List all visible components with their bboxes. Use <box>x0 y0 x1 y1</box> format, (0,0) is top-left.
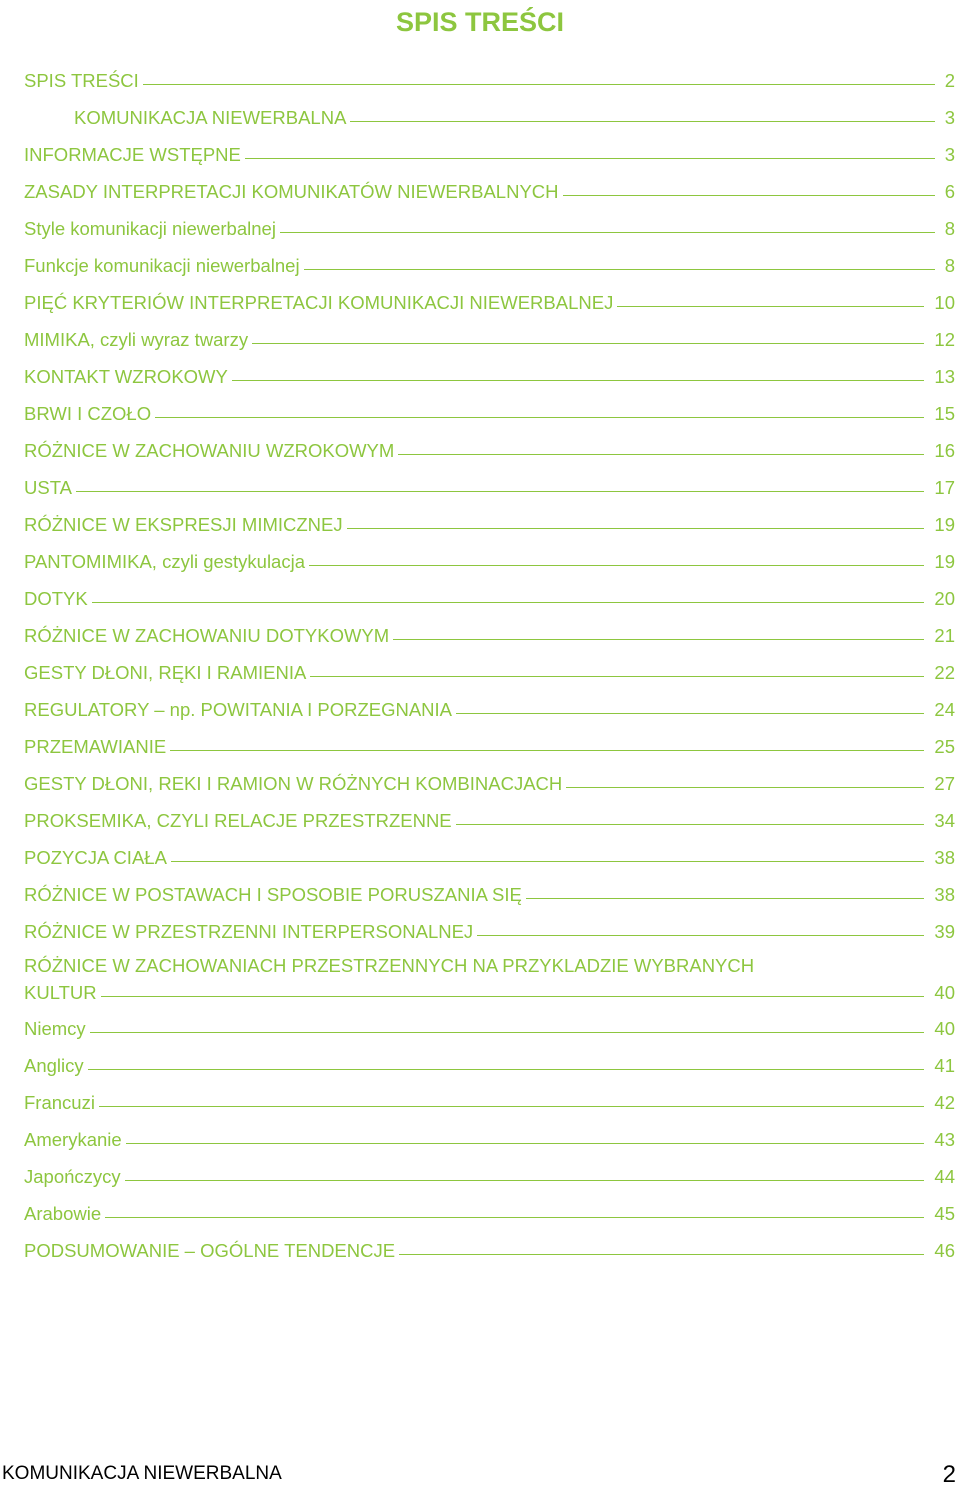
toc-entry-text: KONTAKT WZROKOWY <box>24 366 228 387</box>
toc-leader-line <box>563 195 935 196</box>
toc-entry-page: 16 <box>934 440 955 461</box>
toc-entry-page: 10 <box>934 292 955 313</box>
toc-leader-line <box>456 824 925 825</box>
toc-leader-line <box>398 454 924 455</box>
toc-entry[interactable] <box>24 950 955 1010</box>
toc-entry-page: 19 <box>934 551 955 572</box>
toc-leader-line <box>280 232 935 233</box>
toc-entry-text: RÓŻNICE W PRZESTRZENNI INTERPERSONALNEJ <box>24 921 474 942</box>
toc-entry[interactable] <box>24 284 955 321</box>
toc-leader-line <box>143 84 935 85</box>
toc-entry-page: 40 <box>934 1018 955 1039</box>
toc-entry-text: KULTUR <box>24 982 97 1003</box>
toc-leader-line <box>232 380 925 381</box>
toc-entry-page: 41 <box>934 1055 955 1076</box>
toc-entry-text: GESTY DŁONI, REKI I RAMION W RÓŻNYCH KOMBINACJACH <box>24 773 563 794</box>
toc-entry[interactable] <box>24 247 955 284</box>
table-of-contents <box>24 62 955 1269</box>
toc-leader-line <box>99 1106 924 1107</box>
toc-leader-line <box>76 491 924 492</box>
toc-leader-line <box>126 1143 925 1144</box>
toc-entry[interactable] <box>24 173 955 210</box>
footer-title: KOMUNIKACJA NIEWERBALNA <box>2 1463 282 1484</box>
toc-entry-text: MIMIKA, czyli wyraz twarzy <box>24 329 249 350</box>
toc-entry-page: 27 <box>934 773 955 794</box>
toc-leader-line <box>155 417 924 418</box>
toc-leader-line <box>245 158 935 159</box>
toc-leader-line <box>309 565 924 566</box>
toc-entry[interactable] <box>24 1047 955 1084</box>
toc-entry-text: SPIS TREŚCI <box>24 70 139 91</box>
toc-entry[interactable] <box>24 469 955 506</box>
toc-leader-line <box>90 1032 925 1033</box>
toc-entry-page: 38 <box>934 884 955 905</box>
toc-leader-line <box>101 996 925 997</box>
toc-leader-line <box>617 306 924 307</box>
toc-entry-text: RÓŻNICE W ZACHOWANIU DOTYKOWYM <box>24 625 390 646</box>
toc-entry-text: Niemcy <box>24 1018 86 1039</box>
toc-entry-page: 42 <box>934 1092 955 1113</box>
toc-entry[interactable] <box>24 765 955 802</box>
toc-leader-line <box>105 1217 924 1218</box>
toc-entry[interactable] <box>24 543 955 580</box>
toc-leader-line <box>304 269 935 270</box>
toc-entry-text: Amerykanie <box>24 1129 122 1150</box>
toc-leader-line <box>347 528 925 529</box>
toc-entry-page: 17 <box>934 477 955 498</box>
toc-leader-line <box>125 1180 925 1181</box>
toc-entry-text: PRZEMAWIANIE <box>24 736 167 757</box>
toc-entry[interactable] <box>24 1195 955 1232</box>
toc-entry-text: ZASADY INTERPRETACJI KOMUNIKATÓW NIEWERBALNYCH <box>24 181 559 202</box>
toc-leader-line <box>566 787 924 788</box>
toc-entry-text: Japończycy <box>24 1166 121 1187</box>
toc-entry-page: 24 <box>934 699 955 720</box>
toc-leader-line <box>456 713 924 714</box>
toc-entry[interactable] <box>24 506 955 543</box>
toc-entry[interactable] <box>24 876 955 913</box>
toc-entry[interactable] <box>24 1158 955 1195</box>
toc-leader-line <box>399 1254 924 1255</box>
toc-entry-text: REGULATORY – np. POWITANIA I PORZEGNANIA <box>24 699 453 720</box>
toc-entry[interactable] <box>24 358 955 395</box>
toc-leader-line <box>88 1069 925 1070</box>
toc-entry-text: USTA <box>24 477 72 498</box>
toc-entry-text: PIĘĆ KRYTERIÓW INTERPRETACJI KOMUNIKACJI NIEWERBALNEJ <box>24 292 614 313</box>
toc-leader-line <box>350 121 934 122</box>
toc-leader-line <box>310 676 924 677</box>
toc-entry-text: Francuzi <box>24 1092 95 1113</box>
toc-leader-line <box>526 898 925 899</box>
toc-entry[interactable] <box>24 210 955 247</box>
page-footer <box>0 1459 960 1490</box>
toc-entry[interactable] <box>24 395 955 432</box>
toc-entry-text: Funkcje komunikacji niewerbalnej <box>24 255 300 276</box>
toc-entry-page: 39 <box>934 921 955 942</box>
toc-entry-page: 2 <box>944 70 955 91</box>
toc-entry-text: Arabowie <box>24 1203 102 1224</box>
toc-entry[interactable] <box>24 839 955 876</box>
toc-leader-line <box>171 861 925 862</box>
toc-entry-text: RÓŻNICE W EKSPRESJI MIMICZNEJ <box>24 514 343 535</box>
toc-entry[interactable] <box>24 654 955 691</box>
toc-entry-page: 13 <box>934 366 955 387</box>
toc-entry-text: PROKSEMIKA, CZYLI RELACJE PRZESTRZENNE <box>24 810 452 831</box>
toc-entry-page: 46 <box>934 1240 955 1261</box>
toc-entry-text-line1: RÓŻNICE W ZACHOWANIACH PRZESTRZENNYCH NA PRZYKLADZIE WYBRANYCH <box>24 955 755 976</box>
toc-entry-page: 8 <box>944 255 955 276</box>
toc-entry-text: DOTYK <box>24 588 88 609</box>
toc-entry-page: 21 <box>934 625 955 646</box>
toc-entry-text: KOMUNIKACJA NIEWERBALNA <box>74 107 347 128</box>
toc-entry-page: 45 <box>934 1203 955 1224</box>
footer-page-number: 2 <box>942 1461 956 1488</box>
toc-entry-page: 3 <box>944 144 955 165</box>
toc-entry[interactable] <box>24 913 955 950</box>
toc-entry-text: Style komunikacji niewerbalnej <box>24 218 276 239</box>
toc-entry-page: 20 <box>934 588 955 609</box>
toc-entry-page: 22 <box>934 662 955 683</box>
toc-entry-page: 25 <box>934 736 955 757</box>
toc-entry[interactable] <box>24 580 955 617</box>
toc-entry-page: 44 <box>934 1166 955 1187</box>
toc-entry-text: RÓŻNICE W ZACHOWANIU WZROKOWYM <box>24 440 395 461</box>
toc-leader-line <box>393 639 924 640</box>
toc-entry-text: PANTOMIMIKA, czyli gestykulacja <box>24 551 305 572</box>
toc-entry-page: 40 <box>934 982 955 1003</box>
toc-leader-line <box>92 602 925 603</box>
toc-entry-page: 3 <box>944 107 955 128</box>
toc-entry-page: 8 <box>944 218 955 239</box>
toc-entry[interactable] <box>24 432 955 469</box>
toc-entry-text: PODSUMOWANIE – OGÓLNE TENDENCJE <box>24 1240 396 1261</box>
toc-entry[interactable] <box>24 617 955 654</box>
toc-entry-text: BRWI I CZOŁO <box>24 403 152 424</box>
toc-entry[interactable] <box>24 691 955 728</box>
toc-entry-page: 43 <box>934 1129 955 1150</box>
toc-entry-text: POZYCJA CIAŁA <box>24 847 167 868</box>
toc-entry[interactable] <box>24 99 955 136</box>
page-title: SPIS TREŚCI <box>395 7 565 37</box>
toc-entry[interactable] <box>24 136 955 173</box>
toc-entry[interactable] <box>24 321 955 358</box>
toc-entry[interactable] <box>24 1010 955 1047</box>
toc-entry-text: Anglicy <box>24 1055 84 1076</box>
toc-leader-line <box>252 343 924 344</box>
toc-entry-page: 15 <box>934 403 955 424</box>
toc-entry-page: 19 <box>934 514 955 535</box>
toc-entry-page: 34 <box>934 810 955 831</box>
toc-entry-page: 12 <box>934 329 955 350</box>
toc-entry-text: RÓŻNICE W POSTAWACH I SPOSOBIE PORUSZANIA SIĘ <box>24 884 522 905</box>
toc-entry[interactable] <box>24 802 955 839</box>
toc-entry-text: INFORMACJE WSTĘPNE <box>24 144 241 165</box>
toc-entry[interactable] <box>24 1121 955 1158</box>
toc-entry[interactable] <box>24 1232 955 1269</box>
toc-entry[interactable] <box>24 62 955 99</box>
toc-leader-line <box>170 750 924 751</box>
toc-entry-page: 38 <box>934 847 955 868</box>
toc-entry[interactable] <box>24 1084 955 1121</box>
toc-entry-text: GESTY DŁONI, RĘKI I RAMIENIA <box>24 662 307 683</box>
toc-entry[interactable] <box>24 728 955 765</box>
toc-leader-line <box>477 935 924 936</box>
toc-entry-page: 6 <box>944 181 955 202</box>
